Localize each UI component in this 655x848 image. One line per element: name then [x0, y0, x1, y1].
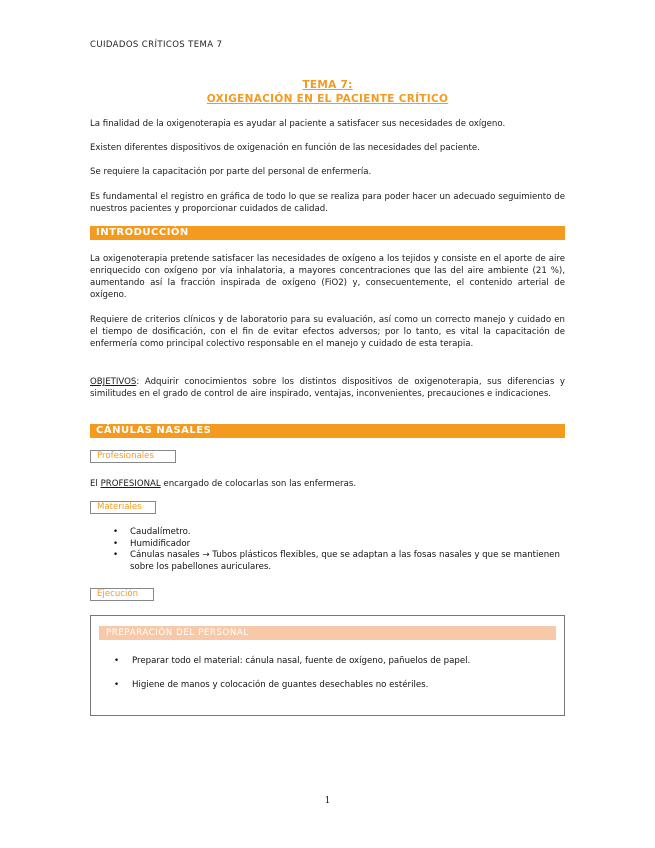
list-item: • Caudalímetro.	[113, 527, 563, 539]
topic-number: TEMA 7:	[302, 79, 353, 91]
subheading-profesionales: Profesionales	[90, 450, 176, 463]
intro-paragraph-2: Existen diferentes dispositivos de oxigenación en función de las necesidades del paciente.	[90, 143, 480, 153]
objetivos-paragraph	[90, 376, 565, 400]
profesional-suffix: encargado de colocarlas son las enfermeras.	[160, 479, 357, 489]
page-number: 1	[324, 796, 331, 806]
page-title: OXIGENACIÓN EN EL PACIENTE CRÍTICO	[206, 93, 449, 105]
section-heading-canulas-nasales: CÁNULAS NASALES	[90, 424, 565, 438]
objetivos-label: OBJETIVOS	[90, 377, 137, 387]
preparacion-list	[114, 656, 554, 667]
preparacion-box	[90, 615, 565, 716]
introduccion-paragraph-2: Requiere de criterios clínicos y de laboratorio para su evaluación, así como un correcto manejo y cuidado en el tiempo de dosificación, con el fin de evitar efectos adversos; por lo tanto, es vital la capacitación de enfermería como principal colectivo responsable en el manejo y cuidado de esta terapia.	[90, 315, 565, 349]
materiales-list	[113, 527, 563, 573]
introduccion-paragraph-1: La oxigenoterapia pretende satisfacer las necesidades de oxígeno a los tejidos y consiste en el aporte de aire enriquecido con oxígeno por vía inhalatoria, a mayores concentraciones que las del aire ambiente (21 %), aumentando así la fracción inspirada de oxígeno (FiO2) y, consecuentemente, el contenido arterial de oxígeno.	[90, 254, 565, 300]
intro-paragraph-1: La finalidad de la oxigenoterapia es ayudar al paciente a satisfacer sus necesidades de oxígeno.	[90, 119, 506, 129]
preparacion-list-2	[114, 680, 554, 691]
running-head: CUIDADOS CRÍTICOS TEMA 7	[90, 40, 223, 50]
profesional-prefix: El	[90, 479, 101, 489]
preparacion-heading: PREPARACIÓN DEL PERSONAL	[99, 626, 556, 640]
profesional-paragraph	[90, 478, 565, 490]
list-item: • Preparar todo el material: cánula nasal, fuente de oxígeno, pañuelos de papel.	[114, 656, 554, 667]
subheading-ejecucion: Ejecución	[90, 588, 154, 601]
list-item: • Higiene de manos y colocación de guantes desechables no estériles.	[114, 680, 554, 691]
section-heading-introduccion: INTRODUCCIÓN	[90, 226, 565, 240]
subheading-materiales: Materiales	[90, 501, 156, 514]
intro-paragraph-3: Se requiere la capacitación por parte del personal de enfermería.	[90, 167, 372, 177]
title-block	[90, 78, 565, 106]
profesional-word: PROFESIONAL	[100, 479, 161, 489]
objetivos-text: : Adquirir conocimientos sobre los distintos dispositivos de oxigenoterapia, sus diferencias y similitudes en el grado de control de aire inspirado, ventajas, inconvenientes, precauciones e indicaciones.	[90, 377, 565, 399]
list-item: • Humidificador	[113, 539, 563, 551]
list-item: • Cánulas nasales → Tubos plásticos flexibles, que se adaptan a las fosas nasales y que se mantienen sobre los pabellones auriculares.	[113, 550, 563, 573]
intro-paragraph-4: Es fundamental el registro en gráfica de todo lo que se realiza para poder hacer un adecuado seguimiento de nuestros pacientes y proporcionar cuidados de calidad.	[90, 192, 565, 214]
